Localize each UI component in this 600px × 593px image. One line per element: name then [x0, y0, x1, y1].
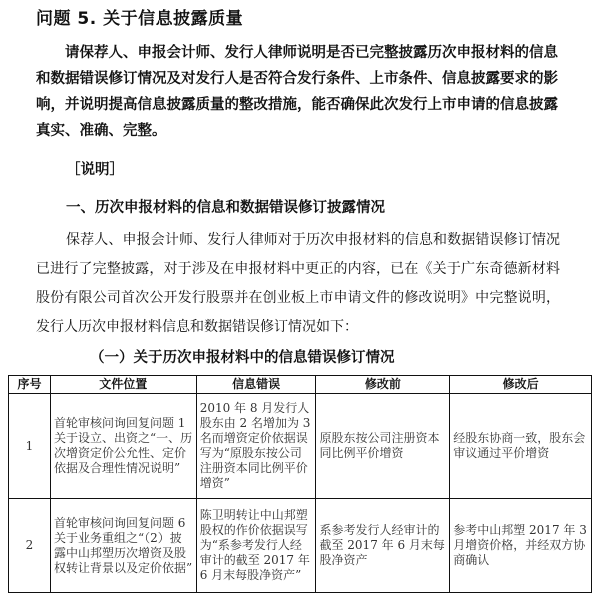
- cell-no: 2: [9, 499, 51, 593]
- cell-before: 原股东按公司注册资本同比例平价增资: [316, 394, 450, 499]
- col-header-no: 序号: [9, 376, 51, 394]
- question-body: 请保荐人、申报会计师、发行人律师说明是否已完整披露历次申报材料的信息和数据错误修订情况及对发行人是否符合发行条件、上市条件、信息披露要求的影响，并说明提高信息披露质量的整改措施，能否确保此次发行上市申请的信息披露真实、准确、完整。: [36, 45, 558, 139]
- error-correction-table: [8, 375, 592, 593]
- cell-before: 系参考发行人经审计的截至 2017 年 6 月末每股净资产: [316, 499, 450, 593]
- section1-paragraph: 保荐人、申报会计师、发行人律师对于历次申报材料的信息和数据错误修订情况已进行了完整披露，对于涉及在申报材料中更正的内容，已在《关于广东奇德新材料股份有限公司首次公开发行股票并在创业板上市申请文件的修改说明》中完整说明，发行人历次申报材料信息和数据错误修订情况如下：: [36, 232, 560, 335]
- col-header-after: 修改后: [450, 376, 592, 394]
- cell-error: 陈卫明转让中山邦塑股权的作价依据误写为“系参考发行人经审计的截至 2017 年 6 月末每股净资产”: [196, 499, 316, 593]
- cell-no: 1: [9, 394, 51, 499]
- col-header-error: 信息错误: [196, 376, 316, 394]
- question-title: 问题 5. 关于信息披露质量: [36, 9, 244, 29]
- table-row: [9, 499, 592, 593]
- table-header-row: [9, 376, 592, 394]
- subsection1-heading: （一）关于历次申报材料中的信息错误修订情况: [90, 350, 395, 366]
- cell-location: 首轮审核问询回复问题 6 关于业务重组之“（2）披露中山邦塑历次增资及股权转让背景以及定价依据”: [50, 499, 196, 593]
- col-header-before: 修改前: [316, 376, 450, 394]
- cell-error: 2010 年 8 月发行人股东由 2 名增加为 3 名而增资定价依据误写为“原股东按公司注册资本同比例平价增资”: [196, 394, 316, 499]
- col-header-location: 文件位置: [50, 376, 196, 394]
- section1-heading: 一、历次申报材料的信息和数据错误修订披露情况: [66, 200, 385, 216]
- cell-location: 首轮审核问询回复问题 1 关于设立、出资之“一、历次增资定价公允性、定价依据及合理性情况说明”: [50, 394, 196, 499]
- cell-after: 参考中山邦塑 2017 年 3 月增资价格，并经双方协商确认: [450, 499, 592, 593]
- cell-after: 经股东协商一致，股东会审议通过平价增资: [450, 394, 592, 499]
- explanation-label: ［说明］: [66, 162, 124, 178]
- table-row: [9, 394, 592, 499]
